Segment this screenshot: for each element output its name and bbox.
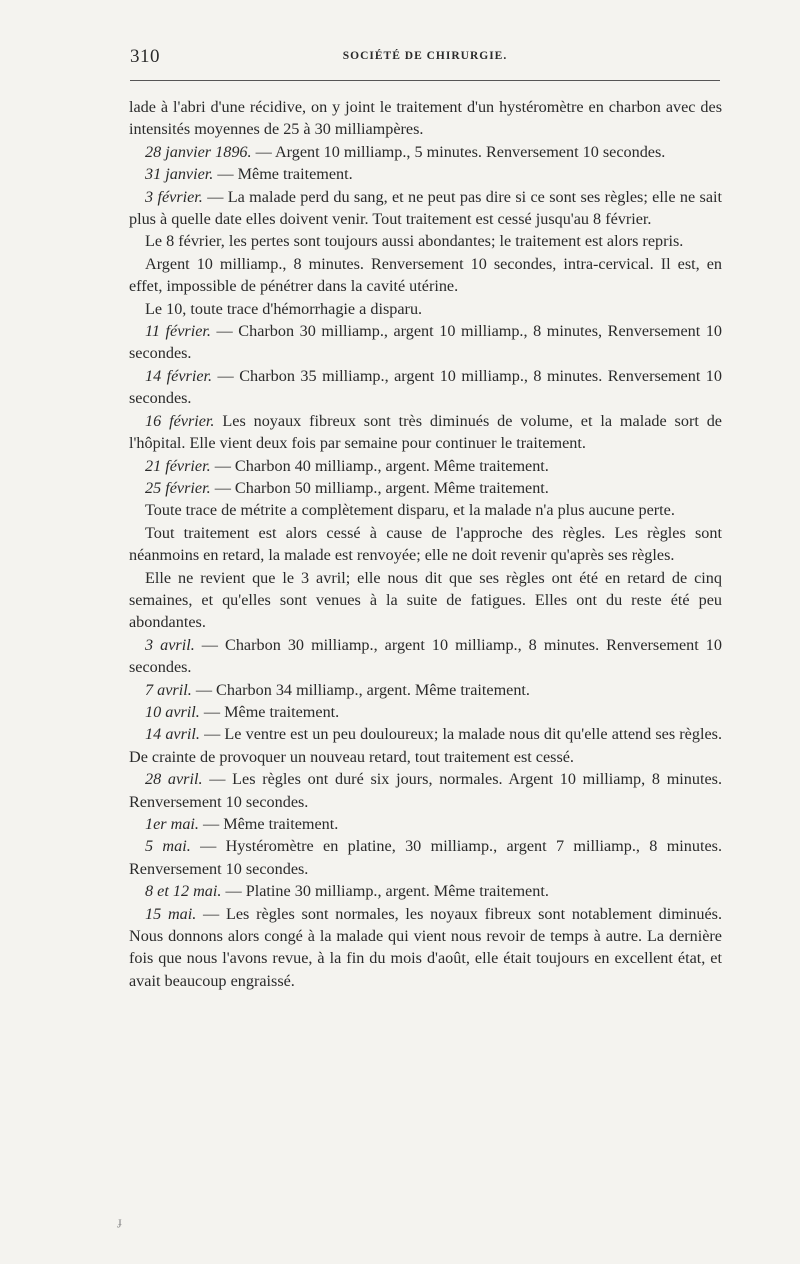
entry-date: 10 avril.	[145, 702, 200, 721]
paragraph-text: — Hystéromètre en platine, 30 milliamp., argent 7 milliamp., 8 minutes. Renversement 10 secondes.	[129, 837, 722, 878]
paragraph-text: — Charbon 35 milliamp., argent 10 milliamp., 8 minutes. Renversement 10 secondes.	[129, 366, 722, 408]
paragraph	[129, 903, 722, 993]
entry-date: 7 avril.	[145, 680, 192, 699]
paragraph	[129, 880, 722, 902]
entry-date: 3 avril.	[145, 635, 195, 654]
entry-date: 25 février.	[145, 478, 211, 497]
paragraph-text: Elle ne revient que le 3 avril; elle nous dit que ses règles ont été en retard de cinq semaines, et qu'elles sont venues à la suite de fatigues. Elles ont du reste été peu abondantes.	[129, 568, 722, 632]
entry-date: 8 et 12 mai.	[145, 882, 222, 901]
paragraph-text: — Charbon 30 milliamp., argent 10 milliamp., 8 minutes, Renversement 10 secondes.	[129, 322, 723, 363]
paragraph	[129, 455, 722, 477]
paragraph	[129, 567, 722, 634]
entry-date: 3 février.	[145, 187, 203, 206]
entry-date: 31 janvier.	[145, 165, 214, 184]
paragraph-text: — Même traitement.	[199, 702, 340, 721]
paragraph	[129, 723, 722, 768]
paragraph-text: Toute trace de métrite a complètement disparu, et la malade n'a plus aucune perte.	[145, 501, 675, 520]
paragraph	[129, 499, 722, 521]
paragraph	[129, 634, 722, 679]
paragraph-text: — Le ventre est un peu douloureux; la malade nous dit qu'elle attend ses règles. De crainte de provoquer un nouveau retard, tout traitement est cessé.	[129, 725, 722, 766]
paragraph-text: lade à l'abri d'une récidive, on y joint le traitement d'un hystéromètre en charbon avec des intensités moyennes de 25 à 30 milliampères.	[129, 98, 722, 139]
paragraph	[129, 477, 722, 499]
paragraph	[129, 253, 722, 298]
body-text	[129, 96, 722, 992]
paragraph-text: — Charbon 50 milliamp., argent. Même traitement.	[210, 478, 549, 497]
paragraph	[129, 813, 722, 835]
page-header	[130, 46, 720, 72]
entry-date: 5 mai.	[145, 837, 191, 856]
running-title: SOCIÉTÉ DE CHIRURGIE.	[342, 50, 508, 62]
paragraph-text: — Même traitement.	[198, 815, 339, 833]
entry-date: 15 mai.	[145, 904, 197, 923]
paragraph	[129, 186, 722, 231]
paragraph	[129, 298, 722, 320]
paragraph	[129, 230, 722, 252]
header-rule	[130, 80, 720, 81]
paragraph	[129, 835, 722, 880]
paragraph	[129, 163, 722, 185]
paragraph-text: — Charbon 34 milliamp., argent. Même traitement.	[191, 680, 530, 699]
entry-date: 14 avril.	[145, 725, 200, 744]
paragraph-text: — Charbon 40 milliamp., argent. Même traitement.	[210, 456, 549, 475]
paragraph-text: — Platine 30 milliamp., argent. Même traitement.	[221, 882, 549, 901]
entry-date: 16 février.	[145, 411, 215, 430]
entry-date: 28 avril.	[145, 770, 203, 789]
paragraph	[129, 768, 722, 813]
paragraph	[129, 141, 722, 163]
paragraph-text: — Charbon 30 milliamp., argent 10 milliamp., 8 minutes. Renversement 10 secondes.	[129, 635, 722, 677]
paragraph-text: Tout traitement est alors cessé à cause de l'approche des règles. Les règles sont néanmoins en retard, la malade est renvoyée; elle ne doit revenir qu'après ses règles.	[129, 523, 722, 565]
stray-mark: ɟ	[118, 1214, 122, 1228]
paragraph	[129, 96, 722, 141]
entry-date: 28 janvier 1896.	[145, 142, 252, 161]
paragraph	[129, 522, 722, 567]
entry-date: 1er mai.	[145, 815, 199, 833]
paragraph	[129, 701, 722, 723]
paragraph	[129, 410, 722, 455]
entry-date: 14 février.	[145, 366, 213, 385]
paragraph-text: — Les règles ont duré six jours, normales. Argent 10 milliamp, 8 minutes. Renversement 10 secondes.	[129, 770, 723, 811]
paragraph-text: Le 10, toute trace d'hémorrhagie a disparu.	[145, 299, 423, 318]
paragraph-text: Le 8 février, les pertes sont toujours aussi abondantes; le traitement est alors repris.	[145, 232, 684, 251]
paragraph	[129, 365, 722, 410]
paragraph	[129, 320, 722, 365]
paragraph-text: — La malade perd du sang, et ne peut pas dire si ce sont ses règles; elle ne sait plus à quelle date elles doivent venir. Tout traitement est cessé jusqu'au 8 février.	[129, 187, 722, 229]
paragraph-text: — Les règles sont normales, les noyaux fibreux sont notablement diminués. Nous donnons alors congé à la malade qui vient nous revoir de temps à autre. La dernière fois que nous l'avons revue, à la fin du mois d'août, elle était toujours en excellent état, et avait beaucoup engraissé.	[129, 904, 722, 990]
paragraph-text: Argent 10 milliamp., 8 minutes. Renversement 10 secondes, intra-cervical. Il est, en effet, impossible de pénétrer dans la cavité utérine.	[129, 254, 722, 296]
paragraph	[129, 679, 722, 701]
paragraph-text: — Même traitement.	[213, 165, 353, 184]
entry-date: 11 février.	[145, 322, 211, 341]
paragraph-text: Les noyaux fibreux sont très diminués de volume, et la malade sort de l'hôpital. Elle vient deux fois par semaine pour continuer le traitement.	[129, 411, 722, 453]
entry-date: 21 février.	[145, 456, 211, 475]
paragraph-text: — Argent 10 milliamp., 5 minutes. Renversement 10 secondes.	[251, 142, 666, 161]
page-number: 310	[130, 46, 160, 67]
